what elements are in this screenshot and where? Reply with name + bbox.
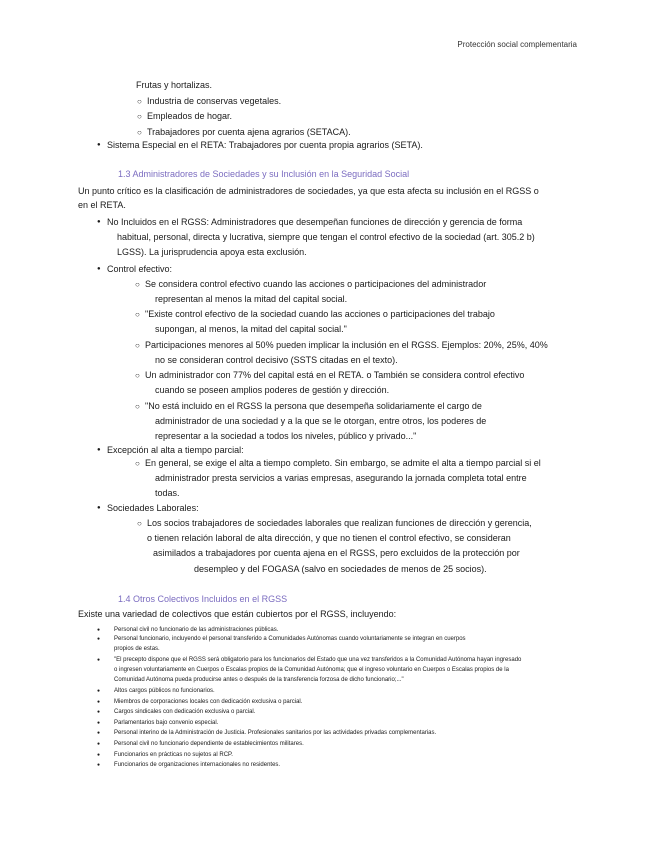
paragraph-line: Existe una variedad de colectivos que están cubiertos por el RGSS, incluyendo: — [78, 609, 397, 619]
list-item: ● "El precepto dispone que el RGSS será obligatorio para los funcionarios del Estado que una vez transferidos a la Comunidad Autónoma hayan ingresado — [114, 655, 521, 665]
list-item-cont: o ingresen voluntariamente en Cuerpos o Escalas propios de la Comunidad Autónoma; que el ingreso voluntario en Cuerpos o Escalas propios de la — [114, 667, 509, 673]
list-item-cont: Comunidad Autónoma pueda producirse antes o después de la transferencia forzosa de dicho funcionario;..." — [114, 677, 404, 683]
list-item: ● Personal civil no funcionario dependiente de establecimientos militares. — [114, 739, 304, 749]
list-item: ○ Se considera control efectivo cuando las acciones o participaciones del administrador — [145, 278, 486, 291]
list-item: ○ Participaciones menores al 50% pueden implicar la inclusión en el RGSS. Ejemplos: 20%, 25%, 40% — [145, 339, 548, 352]
list-item: ● Cargos sindicales con dedicación exclusiva o parcial. — [114, 707, 255, 717]
list-item: ● Sociedades Laborales: — [107, 502, 199, 515]
list-item-cont: o tienen relación laboral de alta dirección, y que no tienen el control efectivo, se consideran — [147, 533, 511, 543]
list-item-cont: cuando se poseen amplios poderes de gestión y dirección. — [155, 385, 390, 395]
list-item: ● Personal interino de la Administración de Justicia. Profesionales sanitarios por las actividades privadas complementarias. — [114, 728, 436, 738]
list-item: ○ Empleados de hogar. — [147, 110, 232, 123]
list-item: ● Altos cargos públicos no funcionarios. — [114, 686, 215, 696]
paragraph-line: Un punto crítico es la clasificación de administradores de sociedades, ya que esta afecta su inclusión en el RGSS o — [78, 186, 539, 196]
list-item: ● Funcionarios en prácticas no sujetos al RCP. — [114, 750, 233, 760]
list-item-cont: asimilados a trabajadores por cuenta ajena en el RGSS, pero excluidos de la protección por — [153, 548, 520, 558]
list-item: ○ En general, se exige el alta a tiempo completo. Sin embargo, se admite el alta a tiempo parcial si el — [145, 457, 541, 470]
list-item: ● Sistema Especial en el RETA: Trabajadores por cuenta propia agrarios (SETA). — [107, 139, 423, 152]
list-item-cont: no se consideran control decisivo (SSTS citadas en el texto). — [155, 355, 398, 365]
list-item-cont: LGSS). La jurisprudencia apoya esta exclusión. — [117, 247, 307, 257]
list-item-cont: supongan, al menos, la mitad del capital social." — [155, 324, 347, 334]
section-heading: 1.3 Administradores de Sociedades y su Inclusión en la Seguridad Social — [118, 169, 410, 179]
list-item: ● No Incluidos en el RGSS: Administradores que desempeñan funciones de dirección y gerencia de forma — [107, 216, 522, 229]
section-heading: 1.4 Otros Colectivos Incluidos en el RGSS — [118, 594, 288, 604]
list-item: ● Parlamentarios bajo convenio especial. — [114, 718, 218, 728]
list-item: ○ "Existe control efectivo de la sociedad cuando las acciones o participaciones del trabajo — [145, 308, 495, 321]
list-item: ○ Los socios trabajadores de sociedades laborales que realizan funciones de dirección y gerencia, — [147, 517, 532, 530]
list-item-cont: representan al menos la mitad del capital social. — [155, 294, 348, 304]
list-item-cont: administrador presta servicios a varias empresas, asegurando la jornada completa total entre — [155, 473, 527, 483]
list-item: ○ Trabajadores por cuenta ajena agrarios (SETACA). — [147, 126, 351, 139]
list-item: ● Funcionarios de organizaciones internacionales no residentes. — [114, 760, 280, 770]
paragraph-line: en el RETA. — [78, 200, 126, 210]
list-item-cont: desempleo y del FOGASA (salvo en sociedades de menos de 25 socios). — [194, 564, 487, 574]
list-item: Frutas y hortalizas. — [136, 80, 213, 90]
list-item: ● Miembros de corporaciones locales con dedicación exclusiva o parcial. — [114, 697, 302, 707]
list-item: ○ "No está incluido en el RGSS la persona que desempeña solidariamente el cargo de — [145, 400, 482, 413]
list-item-cont: habitual, personal, directa y lucrativa, siempre que tengan el control efectivo de la sociedad (art. 305.2 b) — [117, 232, 535, 242]
list-item-cont: representar a la sociedad a todos los niveles, público y privado..." — [155, 431, 417, 441]
list-item: ○ Industria de conservas vegetales. — [147, 95, 281, 108]
list-item: ● Control efectivo: — [107, 263, 172, 276]
list-item-cont: todas. — [155, 488, 180, 498]
running-header: Protección social complementaria — [457, 40, 577, 49]
list-item: ● Personal funcionario, incluyendo el personal transferido a Comunidades Autónomas cuando voluntariamente se integran en cuerpos — [114, 634, 466, 644]
list-item: ● Excepción al alta a tiempo parcial: — [107, 444, 244, 457]
list-item: ● Personal civil no funcionario de las administraciones públicas. — [114, 625, 278, 635]
list-item-cont: propios de estas. — [114, 646, 160, 652]
list-item: ○ Un administrador con 77% del capital está en el RETA. o También se considera control efectivo — [145, 369, 524, 382]
list-item-cont: administrador de una sociedad y a la que se le otorgan, entre otros, los poderes de — [155, 416, 487, 426]
